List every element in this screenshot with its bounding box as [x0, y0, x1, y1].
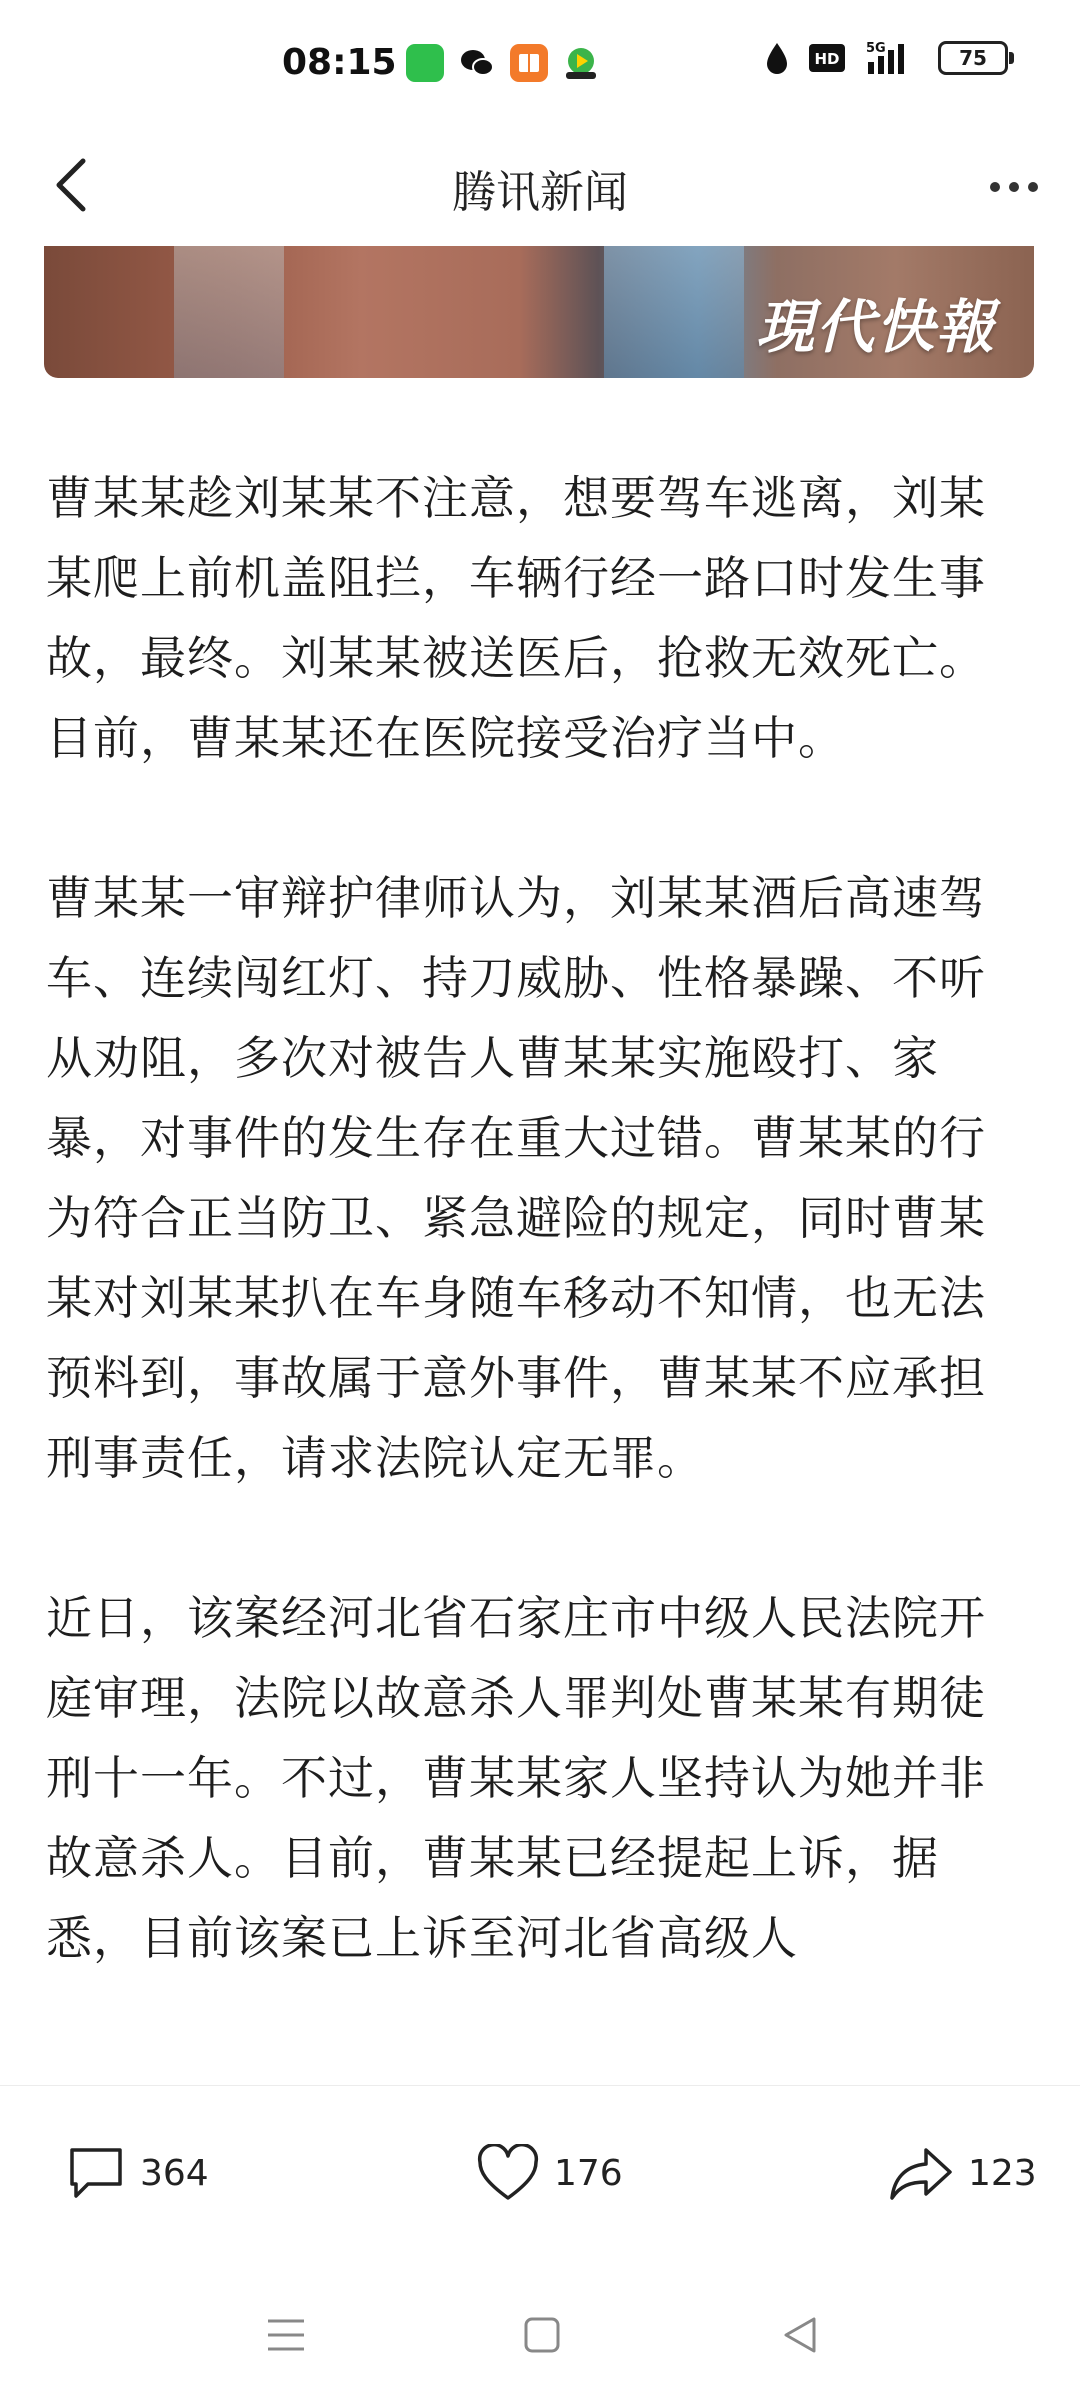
- article-action-bar: [0, 2085, 1080, 2266]
- back-triangle-icon: [780, 2315, 820, 2355]
- image-shade: [604, 246, 744, 378]
- image-shade: [174, 246, 284, 378]
- article-paragraph: 曹某某一审辩护律师认为，刘某某酒后高速驾车、连续闯红灯、持刀威胁、性格暴躁、不听从劝阻，多次对被告人曹某某实施殴打、家暴，对事件的发生存在重大过错。曹某某的行为符合正当防卫、紧急避险的规定，同时曹某某对刘某某扒在车身随车移动不知情，也无法预料到，事故属于意外事件，曹某某不应承担刑事责任，请求法院认定无罪。: [46, 871, 986, 1485]
- comment-count: 364: [140, 2152, 209, 2194]
- heart-icon: [476, 2144, 540, 2202]
- svg-text:HD: HD: [814, 50, 840, 68]
- share-button[interactable]: [888, 2144, 1037, 2202]
- home-button[interactable]: [512, 2305, 572, 2365]
- home-square-icon: [522, 2315, 562, 2355]
- image-watermark-logo: 現代快報: [755, 293, 996, 361]
- page-title: 腾讯新闻: [452, 167, 628, 218]
- like-count: 176: [554, 2152, 623, 2194]
- like-button[interactable]: [476, 2144, 623, 2202]
- article-paragraph: 近日，该案经河北省石家庄市中级人民法院开庭审理，法院以故意杀人罪判处曹某某有期徒刑十一年。不过，曹某某家人坚持认为她并非故意杀人。目前，曹某某已经提起上诉，据悉，目前该案已上诉至河北省高级人: [46, 1591, 986, 1965]
- comment-icon: [66, 2144, 126, 2202]
- article-image[interactable]: [44, 246, 1034, 378]
- status-time: 08:15: [282, 42, 397, 83]
- article-paragraph: 曹某某趁刘某某不注意，想要驾车逃离，刘某某爬上前机盖阻拦，车辆行经一路口时发生事故，最终。刘某某被送医后，抢救无效死亡。目前，曹某某还在医院接受治疗当中。: [46, 471, 986, 765]
- system-nav-bar: [0, 2265, 1080, 2400]
- recent-apps-button[interactable]: [256, 2305, 316, 2365]
- article-body: [46, 458, 1006, 2058]
- comment-button[interactable]: [66, 2144, 209, 2202]
- share-count: 123: [968, 2152, 1037, 2194]
- battery-indicator: 75: [938, 41, 1008, 75]
- menu-icon: [266, 2317, 306, 2353]
- svg-text:5G: 5G: [866, 41, 886, 56]
- share-arrow-icon: [888, 2144, 954, 2202]
- system-back-button[interactable]: [770, 2305, 830, 2365]
